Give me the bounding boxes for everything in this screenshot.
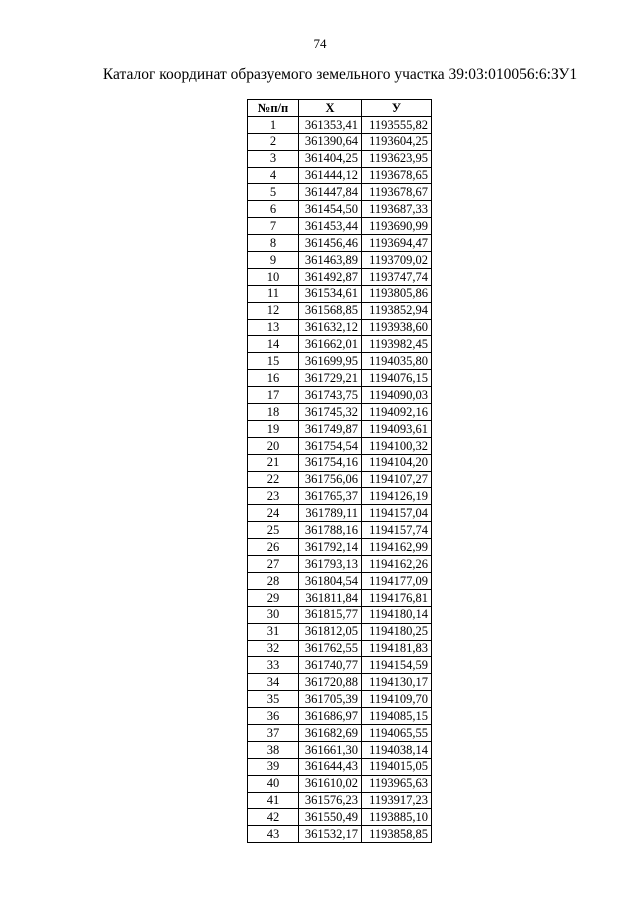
table-row bbox=[248, 623, 432, 640]
table-row bbox=[248, 116, 432, 133]
cell-number: 14 bbox=[248, 336, 299, 353]
cell-number: 19 bbox=[248, 420, 299, 437]
cell-number: 24 bbox=[248, 505, 299, 522]
cell-number: 22 bbox=[248, 471, 299, 488]
table-row bbox=[248, 792, 432, 809]
table-row bbox=[248, 150, 432, 167]
table-row bbox=[248, 302, 432, 319]
cell-y: 1193917,23 bbox=[362, 792, 432, 809]
cell-x: 361812,05 bbox=[299, 623, 362, 640]
cell-x: 361568,85 bbox=[299, 302, 362, 319]
table-row bbox=[248, 505, 432, 522]
cell-number: 3 bbox=[248, 150, 299, 167]
cell-number: 11 bbox=[248, 285, 299, 302]
cell-y: 1193852,94 bbox=[362, 302, 432, 319]
cell-number: 18 bbox=[248, 404, 299, 421]
table-row bbox=[248, 319, 432, 336]
table-row bbox=[248, 268, 432, 285]
cell-y: 1193687,33 bbox=[362, 201, 432, 218]
cell-x: 361811,84 bbox=[299, 589, 362, 606]
cell-y: 1193690,99 bbox=[362, 218, 432, 235]
table-row bbox=[248, 454, 432, 471]
header-row bbox=[248, 100, 432, 117]
cell-number: 30 bbox=[248, 606, 299, 623]
cell-number: 10 bbox=[248, 268, 299, 285]
table-row bbox=[248, 775, 432, 792]
cell-number: 38 bbox=[248, 741, 299, 758]
table-row bbox=[248, 522, 432, 539]
cell-x: 361720,88 bbox=[299, 674, 362, 691]
cell-number: 1 bbox=[248, 116, 299, 133]
table-row bbox=[248, 691, 432, 708]
cell-x: 361686,97 bbox=[299, 708, 362, 725]
cell-number: 25 bbox=[248, 522, 299, 539]
cell-number: 40 bbox=[248, 775, 299, 792]
table-row bbox=[248, 724, 432, 741]
cell-x: 361745,32 bbox=[299, 404, 362, 421]
cell-number: 39 bbox=[248, 758, 299, 775]
table-row bbox=[248, 167, 432, 184]
cell-x: 361749,87 bbox=[299, 420, 362, 437]
cell-y: 1193805,86 bbox=[362, 285, 432, 302]
cell-x: 361788,16 bbox=[299, 522, 362, 539]
cell-number: 32 bbox=[248, 640, 299, 657]
cell-y: 1194035,80 bbox=[362, 353, 432, 370]
cell-number: 26 bbox=[248, 539, 299, 556]
table-row bbox=[248, 184, 432, 201]
table-row bbox=[248, 758, 432, 775]
table-row bbox=[248, 809, 432, 826]
cell-x: 361444,12 bbox=[299, 167, 362, 184]
cell-y: 1194162,26 bbox=[362, 556, 432, 573]
cell-number: 23 bbox=[248, 488, 299, 505]
cell-y: 1194180,25 bbox=[362, 623, 432, 640]
cell-y: 1193709,02 bbox=[362, 252, 432, 269]
cell-y: 1194076,15 bbox=[362, 370, 432, 387]
cell-x: 361456,46 bbox=[299, 235, 362, 252]
table-row bbox=[248, 252, 432, 269]
cell-x: 361762,55 bbox=[299, 640, 362, 657]
cell-number: 43 bbox=[248, 826, 299, 843]
table-row bbox=[248, 420, 432, 437]
cell-y: 1194181,83 bbox=[362, 640, 432, 657]
cell-y: 1194176,81 bbox=[362, 589, 432, 606]
table-row bbox=[248, 589, 432, 606]
cell-number: 15 bbox=[248, 353, 299, 370]
cell-x: 361662,01 bbox=[299, 336, 362, 353]
table-row bbox=[248, 285, 432, 302]
cell-y: 1193858,85 bbox=[362, 826, 432, 843]
table-row bbox=[248, 556, 432, 573]
cell-number: 29 bbox=[248, 589, 299, 606]
cell-x: 361492,87 bbox=[299, 268, 362, 285]
cell-y: 1194093,61 bbox=[362, 420, 432, 437]
table-body bbox=[248, 116, 432, 842]
document-title: Каталог координат образуемого земельного участка 39:03:010056:6:ЗУ1 bbox=[102, 66, 578, 83]
header-y: У bbox=[362, 100, 432, 117]
page-number: 74 bbox=[313, 36, 327, 51]
coordinates-table bbox=[247, 99, 432, 843]
cell-y: 1194104,20 bbox=[362, 454, 432, 471]
cell-x: 361743,75 bbox=[299, 387, 362, 404]
cell-number: 27 bbox=[248, 556, 299, 573]
table-row bbox=[248, 353, 432, 370]
cell-y: 1194126,19 bbox=[362, 488, 432, 505]
cell-x: 361682,69 bbox=[299, 724, 362, 741]
cell-x: 361550,49 bbox=[299, 809, 362, 826]
cell-y: 1194038,14 bbox=[362, 741, 432, 758]
cell-x: 361756,06 bbox=[299, 471, 362, 488]
cell-y: 1194162,99 bbox=[362, 539, 432, 556]
cell-number: 21 bbox=[248, 454, 299, 471]
cell-y: 1193604,25 bbox=[362, 133, 432, 150]
header-x: Х bbox=[299, 100, 362, 117]
cell-y: 1193623,95 bbox=[362, 150, 432, 167]
cell-number: 37 bbox=[248, 724, 299, 741]
cell-x: 361404,25 bbox=[299, 150, 362, 167]
cell-x: 361815,77 bbox=[299, 606, 362, 623]
cell-number: 16 bbox=[248, 370, 299, 387]
cell-y: 1193678,67 bbox=[362, 184, 432, 201]
table-row bbox=[248, 387, 432, 404]
cell-y: 1194157,04 bbox=[362, 505, 432, 522]
cell-x: 361644,43 bbox=[299, 758, 362, 775]
cell-number: 17 bbox=[248, 387, 299, 404]
cell-y: 1193982,45 bbox=[362, 336, 432, 353]
cell-y: 1193555,82 bbox=[362, 116, 432, 133]
cell-y: 1194092,16 bbox=[362, 404, 432, 421]
cell-y: 1194177,09 bbox=[362, 572, 432, 589]
cell-y: 1194100,32 bbox=[362, 437, 432, 454]
table-row bbox=[248, 235, 432, 252]
cell-y: 1194015,05 bbox=[362, 758, 432, 775]
cell-y: 1194109,70 bbox=[362, 691, 432, 708]
table-row bbox=[248, 657, 432, 674]
cell-x: 361754,54 bbox=[299, 437, 362, 454]
table-row bbox=[248, 471, 432, 488]
cell-y: 1193694,47 bbox=[362, 235, 432, 252]
cell-number: 2 bbox=[248, 133, 299, 150]
cell-y: 1193747,74 bbox=[362, 268, 432, 285]
cell-x: 361353,41 bbox=[299, 116, 362, 133]
table-row bbox=[248, 606, 432, 623]
cell-number: 33 bbox=[248, 657, 299, 674]
cell-number: 6 bbox=[248, 201, 299, 218]
cell-x: 361463,89 bbox=[299, 252, 362, 269]
table-row bbox=[248, 488, 432, 505]
table-row bbox=[248, 370, 432, 387]
cell-number: 5 bbox=[248, 184, 299, 201]
table-row bbox=[248, 133, 432, 150]
cell-number: 31 bbox=[248, 623, 299, 640]
table-row bbox=[248, 572, 432, 589]
cell-x: 361532,17 bbox=[299, 826, 362, 843]
cell-number: 28 bbox=[248, 572, 299, 589]
cell-x: 361447,84 bbox=[299, 184, 362, 201]
cell-number: 12 bbox=[248, 302, 299, 319]
cell-x: 361705,39 bbox=[299, 691, 362, 708]
cell-y: 1194065,55 bbox=[362, 724, 432, 741]
table-row bbox=[248, 708, 432, 725]
cell-x: 361754,16 bbox=[299, 454, 362, 471]
cell-number: 4 bbox=[248, 167, 299, 184]
header-number: №п/п bbox=[248, 100, 299, 117]
cell-y: 1193678,65 bbox=[362, 167, 432, 184]
cell-x: 361534,61 bbox=[299, 285, 362, 302]
cell-y: 1194085,15 bbox=[362, 708, 432, 725]
cell-x: 361789,11 bbox=[299, 505, 362, 522]
cell-number: 35 bbox=[248, 691, 299, 708]
cell-x: 361632,12 bbox=[299, 319, 362, 336]
cell-x: 361699,95 bbox=[299, 353, 362, 370]
cell-y: 1193965,63 bbox=[362, 775, 432, 792]
cell-x: 361610,02 bbox=[299, 775, 362, 792]
cell-number: 7 bbox=[248, 218, 299, 235]
table-row bbox=[248, 674, 432, 691]
cell-number: 36 bbox=[248, 708, 299, 725]
cell-x: 361765,37 bbox=[299, 488, 362, 505]
cell-number: 42 bbox=[248, 809, 299, 826]
cell-y: 1194130,17 bbox=[362, 674, 432, 691]
cell-number: 20 bbox=[248, 437, 299, 454]
cell-number: 41 bbox=[248, 792, 299, 809]
table-row bbox=[248, 336, 432, 353]
cell-x: 361390,64 bbox=[299, 133, 362, 150]
cell-number: 8 bbox=[248, 235, 299, 252]
table-row bbox=[248, 826, 432, 843]
cell-x: 361453,44 bbox=[299, 218, 362, 235]
cell-x: 361804,54 bbox=[299, 572, 362, 589]
table-row bbox=[248, 437, 432, 454]
cell-y: 1194107,27 bbox=[362, 471, 432, 488]
cell-y: 1193938,60 bbox=[362, 319, 432, 336]
cell-y: 1193885,10 bbox=[362, 809, 432, 826]
cell-y: 1194090,03 bbox=[362, 387, 432, 404]
table-row bbox=[248, 741, 432, 758]
cell-number: 13 bbox=[248, 319, 299, 336]
cell-number: 9 bbox=[248, 252, 299, 269]
cell-y: 1194157,74 bbox=[362, 522, 432, 539]
table-header bbox=[248, 100, 432, 117]
table-row bbox=[248, 539, 432, 556]
cell-x: 361793,13 bbox=[299, 556, 362, 573]
table-row bbox=[248, 201, 432, 218]
table-row bbox=[248, 404, 432, 421]
cell-x: 361729,21 bbox=[299, 370, 362, 387]
cell-x: 361661,30 bbox=[299, 741, 362, 758]
cell-x: 361576,23 bbox=[299, 792, 362, 809]
cell-x: 361740,77 bbox=[299, 657, 362, 674]
table-row bbox=[248, 640, 432, 657]
cell-y: 1194180,14 bbox=[362, 606, 432, 623]
cell-x: 361454,50 bbox=[299, 201, 362, 218]
cell-x: 361792,14 bbox=[299, 539, 362, 556]
cell-y: 1194154,59 bbox=[362, 657, 432, 674]
table-row bbox=[248, 218, 432, 235]
cell-number: 34 bbox=[248, 674, 299, 691]
